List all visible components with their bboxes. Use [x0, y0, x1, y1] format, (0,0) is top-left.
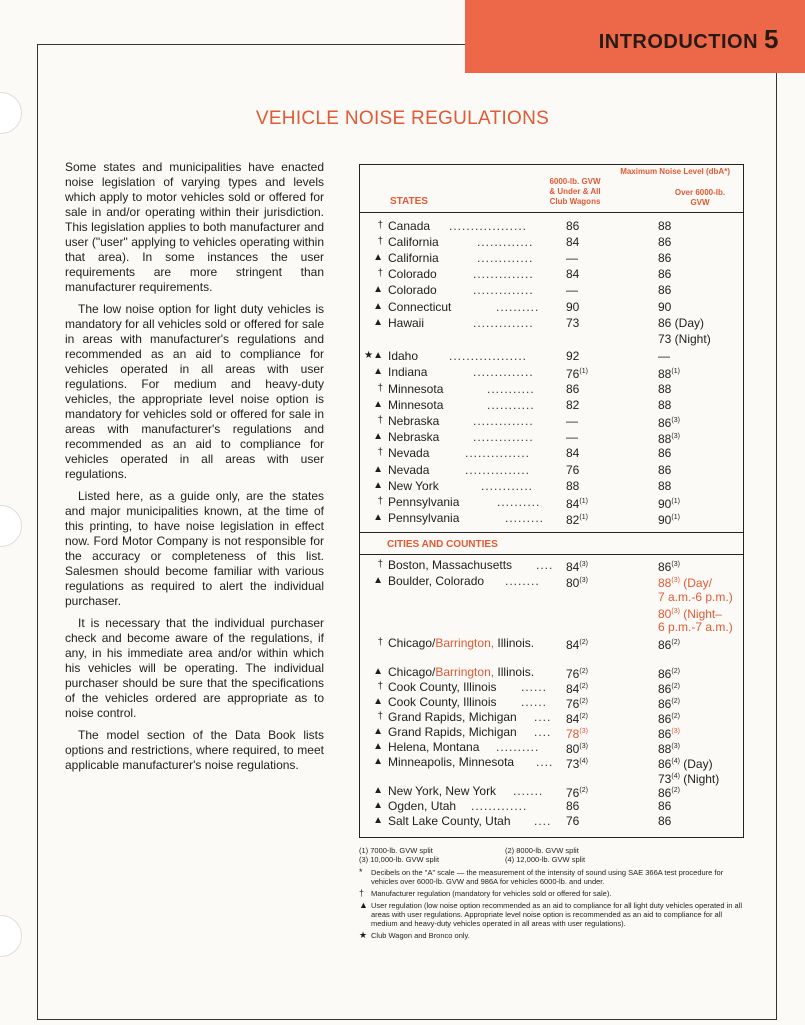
row-name: Canada [388, 219, 431, 233]
continuation: 6 p.m.-7 a.m.) [658, 620, 733, 634]
table-row: ▲ Helena, Montana .......... 80$^{(3)}$ 88$^{(3)}$ [373, 740, 680, 756]
row-value-1: 73 [566, 316, 580, 330]
table-row: ▲ Minneapolis, Minnesota .... 73$^{(4)}$ 86$^{(4)}$ (Day) [373, 755, 713, 771]
continuation: 7 a.m.-6 p.m.) [658, 590, 733, 604]
row-mark: ▲ [373, 512, 383, 523]
row-mark: ▲ [373, 317, 383, 328]
row-name: Colorado [388, 267, 437, 281]
row-name: Minnesota [388, 382, 444, 396]
table-row: ▲ Colorado .............. — 86 [363, 282, 743, 298]
row-mark: ▲ [373, 252, 383, 263]
row-value-2: 86 [658, 283, 672, 297]
intro-paragraph: It is necessary that the individual purchaser check and become aware of the regulations, if any, in his immediate area and/or within which his vehicles will be operating. The individual purchaser should be sure that the specifications of the vehicles ordered are appropriate as to noise control. [65, 616, 324, 720]
row-value-1: 86 [566, 382, 580, 396]
frame-line [37, 44, 465, 45]
row-value-1: — [566, 251, 578, 265]
row-value-2: 90$^{(1)}$ [658, 513, 680, 527]
table-row: ▲ California ............. — 86 [363, 250, 743, 266]
row-mark: ▲ [373, 301, 383, 312]
frame-line [37, 1019, 777, 1020]
table-row: † California ............. 84 86 [363, 234, 743, 250]
row-name: New York [388, 479, 439, 493]
row-value-1: 76 [566, 463, 580, 477]
table-col2-header: Over 6000-lb. GVW [674, 188, 726, 207]
row-value-2: 88$^{(1)}$ [658, 367, 680, 381]
row-mark: ★▲ [364, 350, 383, 361]
table-row: ▲ Chicago/Barrington, Illinois. 76$^{(2)}$ 86$^{(2)}$ [373, 665, 680, 681]
row-value-2: 88 [658, 219, 672, 233]
table-group-header: Maximum Noise Level (dbA*) [620, 167, 730, 176]
table-row: ▲ Boulder, Colorado ........ 80$^{(3)}$ 88$^{(3)}$ (Day/ [373, 574, 712, 590]
row-value-2: 88 [658, 382, 672, 396]
row-value-1: 84 [566, 267, 580, 281]
row-mark: ▲ [373, 431, 383, 442]
frame-line [776, 73, 777, 1019]
table-row: † Nevada ............... 84 86 [363, 445, 743, 461]
table-row: † Grand Rapids, Michigan .... 84$^{(2)}$ 86$^{(2)}$ [377, 710, 680, 726]
legend-item: ★ Club Wagon and Bronco only. [359, 930, 470, 940]
table-row: ▲ Grand Rapids, Michigan .... 78$^{(3)}$ 86$^{(3)}$ [373, 725, 680, 741]
intro-paragraph: The low noise option for light duty vehicles is mandatory for all vehicles sold or offered for sale in areas with manufacturer's regulations and recommended as an aid to compliance for vehicles operated in all areas with user regulations. For medium and heavy-duty vehicles, the appropriate level noise option is mandatory for vehicles sold or offered for sale in areas with manufacturer's regulations and recommended as an aid to compliance for vehicles operated in all areas with user regulations. [65, 302, 324, 481]
row-mark: ▲ [373, 480, 383, 491]
table-rule [359, 554, 744, 555]
row-mark: † [377, 496, 383, 507]
row-mark: † [377, 236, 383, 247]
table-col1-header: 6000-lb. GVW & Under & All Club Wagons [549, 177, 601, 206]
row-name: Nevada [388, 446, 430, 460]
row-value-2: 86 [658, 235, 672, 249]
table-row: ▲ Pennsylvania ......... 82$^{(1)}$ 90$^{(1)}$ [363, 510, 743, 526]
row-value-1: — [566, 414, 578, 428]
table-row: ▲ New York ............ 88 88 [363, 478, 743, 494]
row-mark: ▲ [373, 399, 383, 410]
row-name: Connecticut [388, 300, 452, 314]
continuation: 80$^{(3)}$ (Night– [658, 607, 722, 621]
table-row: † Pennsylvania .......... 84$^{(1)}$ 90$^{(1)}$ [363, 494, 743, 510]
table-row: ▲ Indiana .............. 76$^{(1)}$ 88$^{(1)}$ [363, 364, 743, 380]
table-rule [359, 212, 744, 213]
row-name: Hawaii [388, 316, 425, 330]
binder-hole [0, 505, 22, 547]
row-value-2: 88 [658, 479, 672, 493]
table-row: ▲ Nebraska .............. — 88$^{(3)}$ [363, 429, 743, 445]
table-row: † Cook County, Illinois ...... 84$^{(2)}$ 86$^{(2)}$ [377, 680, 680, 696]
section-number: 5 [764, 24, 779, 54]
header-band [465, 0, 805, 73]
row-value-1: 84$^{(1)}$ [566, 497, 588, 511]
legend-item: † Manufacturer regulation (mandatory for vehicles sold or offered for sale). [359, 888, 612, 898]
row-mark: † [377, 447, 383, 458]
table-row: ▲ New York, New York ....... 76$^{(2)}$ 86$^{(2)}$ [373, 784, 680, 800]
row-mark: † [377, 415, 383, 426]
row-name: Pennsylvania [388, 511, 460, 525]
row-value-1: 88 [566, 479, 580, 493]
row-mark: ▲ [373, 284, 383, 295]
row-value-2: 86 [658, 267, 672, 281]
row-value-2: 90 [658, 300, 672, 314]
row-name: Colorado [388, 283, 437, 297]
row-name: Indiana [388, 365, 428, 379]
table-row: ▲ Salt Lake County, Utah .... 76 86 [373, 814, 672, 828]
table-row: † Boston, Massachusetts .... 84$^{(3)}$ 86$^{(3)}$ [377, 558, 680, 574]
section-title [599, 24, 779, 55]
frame-line [37, 44, 38, 1019]
intro-paragraph: Some states and municipalities have enacted noise legislation of varying types and levels which apply to motor vehicles sold or offered for sale in and/or operating within their jurisdiction. This legislation applies to both manufacturer and user ("user" applying to vehicles operating within that area). In some instances the user requirements are more stringent than manufacturer requirements. [65, 160, 324, 294]
row-value-1: — [566, 283, 578, 297]
row-value-1: 84 [566, 446, 580, 460]
binder-hole [0, 915, 22, 957]
row-name: Pennsylvania [388, 495, 460, 509]
row-value-1: 92 [566, 349, 580, 363]
intro-paragraph: The model section of the Data Book lists options and restrictions, where required, to meet applicable manufacturer's noise regulations. [65, 728, 324, 772]
continuation: 73$^{(4)}$ (Night) [658, 772, 720, 786]
table-row: † Minnesota ........... 86 88 [363, 381, 743, 397]
states-header: STATES [390, 196, 428, 207]
table-row: ▲ Nevada ............... 76 86 [363, 462, 743, 478]
row-value-2: 86 (Day) [658, 316, 705, 330]
table-row: ▲ Ogden, Utah ............. 86 86 [373, 799, 672, 813]
cities-header: CITIES AND COUNTIES [387, 539, 498, 550]
table-row: ▲ Hawaii .............. 73 86 (Day) [363, 315, 743, 331]
row-value-2: 86 [658, 463, 672, 477]
row-value-1: 82$^{(1)}$ [566, 513, 588, 527]
row-value-2: 90$^{(1)}$ [658, 497, 680, 511]
row-value-1: 84 [566, 235, 580, 249]
table-row: † Chicago/Barrington, Illinois. 84$^{(2)}$ 86$^{(2)}$ [377, 636, 680, 652]
footnote-key: (1) 7000-lb. GVW split (2) 8000-lb. GVW split (3) 10,000-lb. GVW split (4) 12,000-lb. GVW split [359, 846, 586, 864]
row-value-1: 76$^{(1)}$ [566, 367, 588, 381]
table-row: † Colorado .............. 84 86 [363, 266, 743, 282]
row-name: Idaho [388, 349, 419, 363]
row-mark: ▲ [373, 366, 383, 377]
row-mark: † [377, 383, 383, 394]
row-value-1: 86 [566, 219, 580, 233]
row-value-2: 86 [658, 251, 672, 265]
symbol-legend [359, 868, 749, 943]
row-value-2: 88$^{(3)}$ [658, 432, 680, 446]
table-row: ▲ Minnesota ........... 82 88 [363, 397, 743, 413]
continuation: 73 (Night) [658, 332, 711, 346]
row-value-2: — [658, 349, 670, 363]
legend-item: * Decibels on the "A" scale — the measurement of the intensity of sound using SAE 366A test procedure for vehicles over 6000-lb. GVW and 986A for vehicles 6000-lb. and under. [359, 867, 724, 886]
intro-paragraph: Listed here, as a guide only, are the states and major municipalities known, at the time of this printing, to have noise legislation in effect now. Ford Motor Company is not responsible for the accuracy or completeness of this list. Salesmen should become familiar with various regulations as required to alert the individual purchaser. [65, 489, 324, 608]
row-name: Minnesota [388, 398, 444, 412]
table-row: † Nebraska .............. — 86$^{(3)}$ [363, 413, 743, 429]
table-row: ★▲ Idaho .................. 92 — [364, 349, 670, 363]
row-value-1: 82 [566, 398, 580, 412]
table-row: ▲ Cook County, Illinois ...... 76$^{(2)}$ 86$^{(2)}$ [373, 695, 680, 711]
table-row: ▲ Connecticut .......... 90 90 [363, 299, 743, 315]
table-rule [359, 532, 744, 533]
row-value-1: — [566, 430, 578, 444]
row-value-2: 86 [658, 446, 672, 460]
row-value-2: 88 [658, 398, 672, 412]
section-title-text: INTRODUCTION [598, 31, 759, 53]
row-name: California [388, 235, 439, 249]
row-mark: † [377, 268, 383, 279]
row-mark: ▲ [373, 464, 383, 475]
intro-text [65, 160, 324, 780]
row-name: Nevada [388, 463, 430, 477]
row-mark: † [377, 220, 383, 231]
row-name: Nebraska [388, 430, 440, 444]
table-row: † Canada .................. 86 88 [363, 218, 743, 234]
row-name: California [388, 251, 439, 265]
row-value-2: 86$^{(3)}$ [658, 416, 680, 430]
page-title: VEHICLE NOISE REGULATIONS [255, 108, 550, 129]
row-value-1: 90 [566, 300, 580, 314]
row-name: Nebraska [388, 414, 440, 428]
legend-item: ▲ User regulation (low noise option recommended as an aid to compliance for all light duty vehicles operated in all areas with user regulations. Appropriate level noise option is recommended as an aid to compliance for all medium and heavy-duty vehicles operated in all areas with user regulations). [359, 900, 743, 928]
